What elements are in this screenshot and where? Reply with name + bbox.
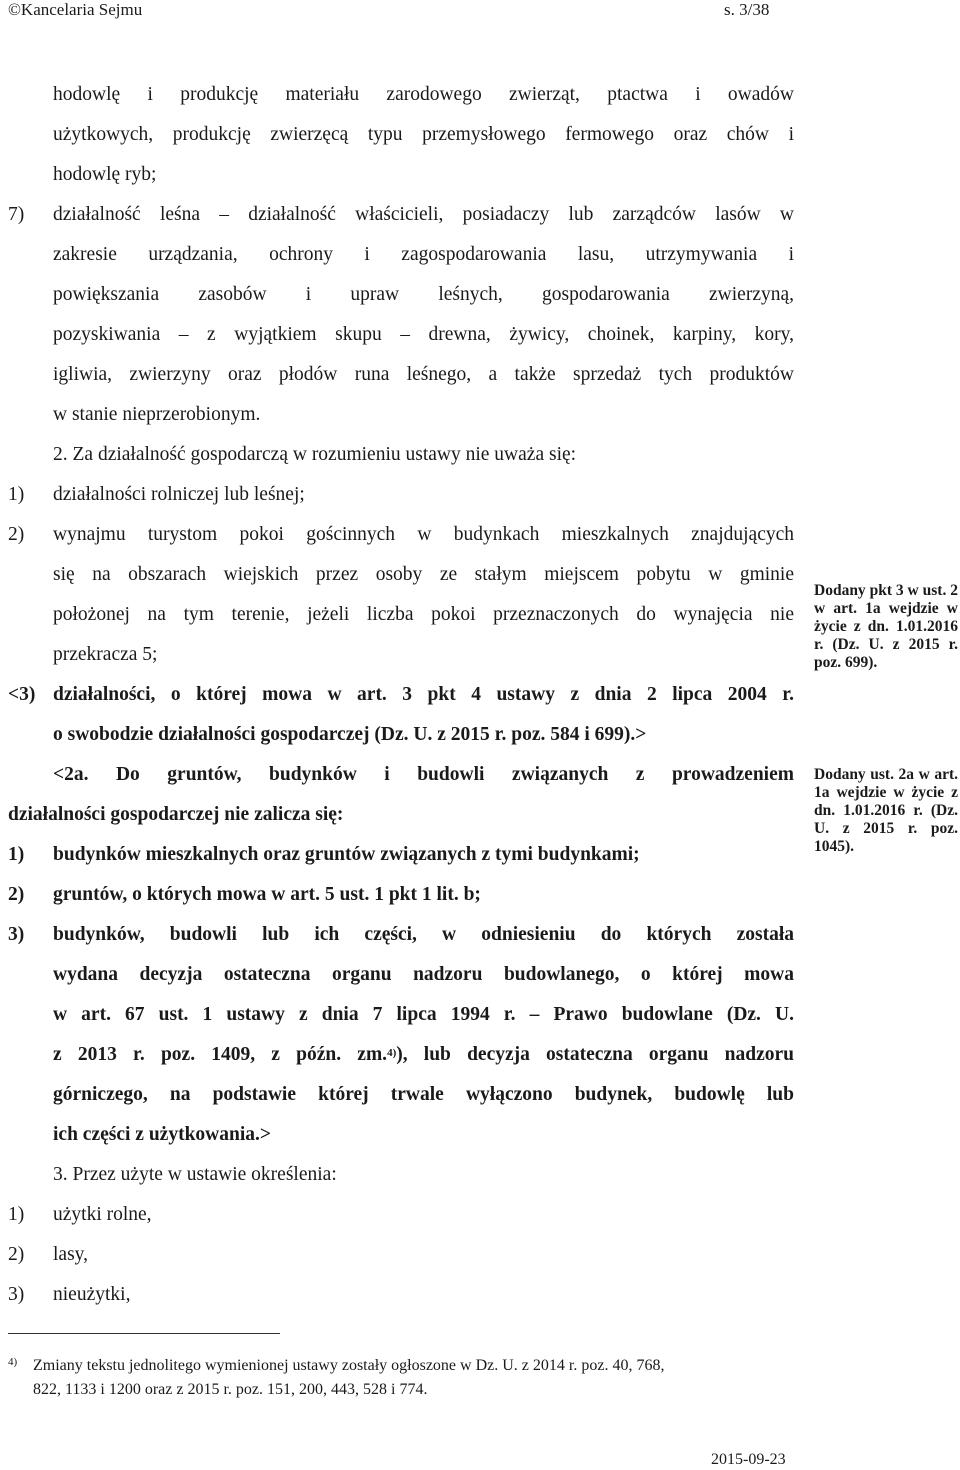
footnote-text-line: Zmiany tekstu jednolitego wymienionej ustawy zostały ogłoszone w Dz. U. z 2014 r. poz. 40, 768, [33,1357,665,1374]
text-line: użytkowych, produkcję zwierzęcą typu przemysłowego fermowego oraz chów i [53,124,794,145]
page-number: s. 3/38 [724,0,770,19]
text-line: się na obszarach wiejskich przez osoby ze stałym miejscem pobytu w gminie [53,564,794,585]
point-number: 7) [8,204,25,225]
point-number: 3) [8,1284,25,1305]
text-line: gruntów, o których mowa w art. 5 ust. 1 pkt 1 lit. b; [53,884,481,905]
page-header-left: ©Kancelaria Sejmu [8,0,143,19]
text-line: działalności rolniczej lub leśnej; [53,484,305,505]
text-line: hodowlę i produkcję materiału zarodowego zwierząt, ptactwa i owadów [53,84,794,105]
text-line: wynajmu turystom pokoi gościnnych w budynkach mieszkalnych znajdujących [53,524,794,545]
text-line: górniczego, na podstawie której trwale wyłączono budynek, budowlę lub [53,1084,794,1105]
footnote-text-line: 822, 1133 i 1200 oraz z 2015 r. poz. 151, 200, 443, 528 i 774. [33,1381,428,1398]
point-number: 2) [8,1244,25,1265]
text-line: budynków mieszkalnych oraz gruntów związanych z tymi budynkami; [53,844,640,865]
text-line [53,1042,794,1068]
point-number: 1) [8,1204,25,1225]
text-line: budynków, budowli lub ich części, w odniesieniu do których została [53,924,794,945]
point-number: 3) [8,924,25,945]
text-segment: ), lub decyzja ostateczna organu nadzoru [396,1044,794,1065]
text-line: pozyskiwania – z wyjątkiem skupu – drewna, żywicy, choinek, karpiny, kory, [53,324,794,345]
text-line: o swobodzie działalności gospodarczej (Dz. U. z 2015 r. poz. 584 i 699).> [53,724,647,745]
text-line: zakresie urządzania, ochrony i zagospodarowania lasu, utrzymywania i [53,244,794,265]
footnote-mark: 4) [8,1356,18,1368]
text-line: igliwia, zwierzyny oraz płodów runa leśnego, a także sprzedaż tych produktów [53,364,794,385]
footnote-reference: 4) [387,1047,397,1059]
paragraph-2: 2. Za działalność gospodarczą w rozumieniu ustawy nie uważa się: [53,444,577,465]
text-line: w stanie nieprzerobionym. [53,404,261,425]
footnote-divider [8,1333,280,1334]
text-line: ich części z użytkowania.> [53,1124,271,1145]
point-number: 1) [8,844,25,865]
text-line: powiększania zasobów i upraw leśnych, gospodarowania zwierzyną, [53,284,794,305]
text-line: działalność leśna – działalność właścicieli, posiadaczy lub zarządców lasów w [53,204,794,225]
text-line: działalności, o której mowa w art. 3 pkt 4 ustawy z dnia 2 lipca 2004 r. [53,684,794,705]
footer-date: 2015-09-23 [711,1451,786,1468]
point-number: 2) [8,524,25,545]
text-line: przekracza 5; [53,644,158,665]
text-line: lasy, [53,1244,89,1265]
paragraph-2a: <2a. Do gruntów, budynków i budowli związanych z prowadzeniem [53,764,794,785]
point-number: <3) [8,684,36,705]
text-line: hodowlę ryb; [53,164,157,185]
text-line: w art. 67 ust. 1 ustawy z dnia 7 lipca 1994 r. – Prawo budowlane (Dz. U. [53,1004,794,1025]
margin-note-2: Dodany ust. 2a w art. 1a wejdzie w życie z dn. 1.01.2016 r. (Dz. U. z 2015 r. poz. 1045). [814,766,958,855]
text-segment: z 2013 r. poz. 1409, z późn. zm. [53,1044,388,1065]
margin-note-1: Dodany pkt 3 w ust. 2 w art. 1a wejdzie w życie z dn. 1.01.2016 r. (Dz. U. z 2015 r. poz. 699). [814,582,958,671]
point-number: 2) [8,884,25,905]
text-line: położonej na tym terenie, jeżeli liczba pokoi przeznaczonych do wynajęcia nie [53,604,794,625]
text-line: działalności gospodarczej nie zalicza się: [8,804,344,825]
text-line: nieużytki, [53,1284,131,1305]
paragraph-3: 3. Przez użyte w ustawie określenia: [53,1164,337,1185]
text-line: użytki rolne, [53,1204,152,1225]
text-line: wydana decyzja ostateczna organu nadzoru budowlanego, o której mowa [53,964,794,985]
point-number: 1) [8,484,25,505]
